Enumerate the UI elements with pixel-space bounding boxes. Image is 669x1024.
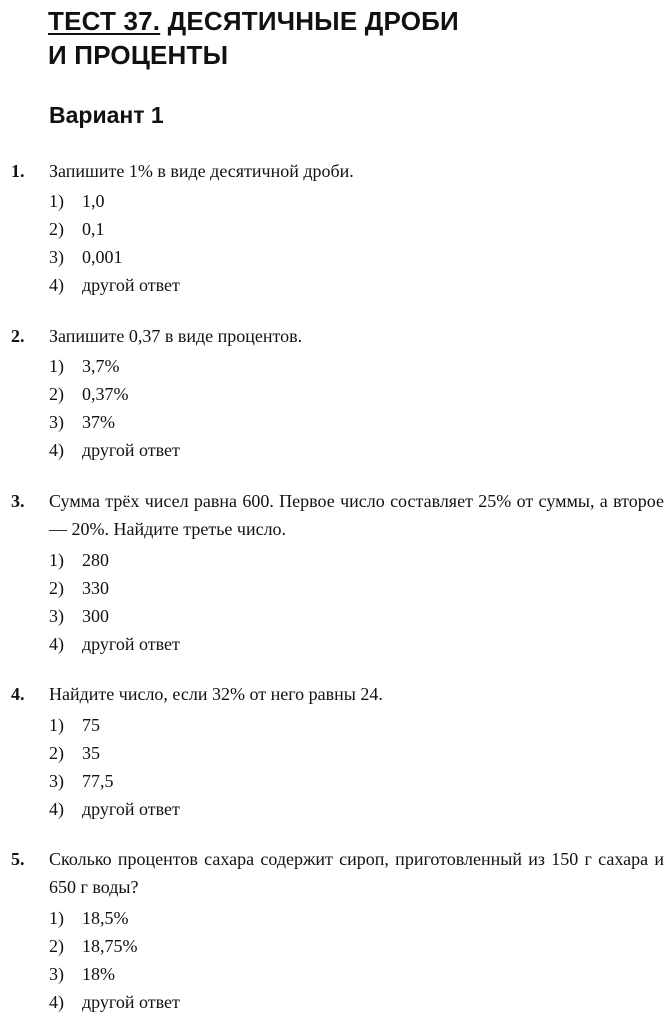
option-number: 3) [49,412,64,432]
question-text: Запишите 1% в виде десятичной дроби. [49,161,354,181]
answer-option[interactable] [49,243,180,271]
option-number: 1) [49,550,64,570]
option-text: 18% [82,964,115,984]
option-number: 4) [49,799,64,819]
question-text: Запишите 0,37 в виде процентов. [49,326,303,346]
page-title [48,4,459,72]
option-text: другой ответ [82,440,180,460]
option-text: 18,5% [82,908,129,928]
option-number: 3) [49,606,64,626]
option-number: 3) [49,247,64,267]
option-text: 75 [82,715,100,735]
option-number: 2) [49,936,64,956]
option-number: 2) [49,578,64,598]
answer-option[interactable] [49,602,180,630]
option-number: 4) [49,634,64,654]
answer-option[interactable] [49,795,180,823]
option-number: 1) [49,191,64,211]
question-number: 3. [11,491,25,511]
option-text: 330 [82,578,109,598]
option-text: 35 [82,743,100,763]
option-text: 0,37% [82,384,129,404]
option-number: 1) [49,356,64,376]
option-text: 300 [82,606,109,626]
answer-option[interactable] [49,711,180,739]
answer-option[interactable] [49,352,180,380]
answer-option[interactable] [49,767,180,795]
option-text: 280 [82,550,109,570]
option-number: 2) [49,384,64,404]
option-number: 4) [49,992,64,1012]
answer-option[interactable] [49,988,180,1016]
question-text: Сколько процентов сахара содержит сироп, приготовленный из 150 г сахара и 650 г воды? [49,849,664,897]
answer-option[interactable] [49,215,180,243]
answer-options [49,711,180,823]
option-text: 1,0 [82,191,105,211]
answer-option[interactable] [49,408,180,436]
answer-option[interactable] [49,739,180,767]
question-text: Найдите число, если 32% от него равны 24. [49,684,383,704]
answer-options [49,352,180,464]
answer-options [49,904,180,1016]
option-text: 37% [82,412,115,432]
option-text: другой ответ [82,992,180,1012]
variant-heading: Вариант 1 [49,102,164,128]
answer-options [49,546,180,658]
answer-option[interactable] [49,380,180,408]
question-text: Сумма трёх чисел равна 600. Первое число составляет 25% от суммы, а второе — 20%. Найдите третье число. [49,491,664,539]
answer-option[interactable] [49,187,180,215]
title-topic: ДЕСЯТИЧНЫЕ ДРОБИ [167,6,459,36]
option-text: 18,75% [82,936,138,956]
option-number: 2) [49,743,64,763]
option-number: 3) [49,771,64,791]
question-number: 5. [11,849,25,869]
question-number: 1. [11,161,25,181]
title-test-number: ТЕСТ 37. [48,6,161,36]
option-text: другой ответ [82,634,180,654]
answer-option[interactable] [49,932,180,960]
question-number: 4. [11,684,25,704]
answer-option[interactable] [49,271,180,299]
option-number: 4) [49,275,64,295]
answer-option[interactable] [49,960,180,988]
option-number: 4) [49,440,64,460]
option-text: другой ответ [82,799,180,819]
answer-option[interactable] [49,546,180,574]
option-number: 1) [49,908,64,928]
title-line-2: И ПРОЦЕНТЫ [48,40,229,70]
answer-option[interactable] [49,574,180,602]
question-number: 2. [11,326,25,346]
option-text: 3,7% [82,356,120,376]
option-text: 77,5 [82,771,114,791]
answer-option[interactable] [49,630,180,658]
option-text: другой ответ [82,275,180,295]
answer-options [49,187,180,299]
option-number: 3) [49,964,64,984]
option-text: 0,001 [82,247,123,267]
option-number: 2) [49,219,64,239]
title-line-1 [48,4,459,38]
answer-option[interactable] [49,436,180,464]
option-text: 0,1 [82,219,105,239]
option-number: 1) [49,715,64,735]
answer-option[interactable] [49,904,180,932]
